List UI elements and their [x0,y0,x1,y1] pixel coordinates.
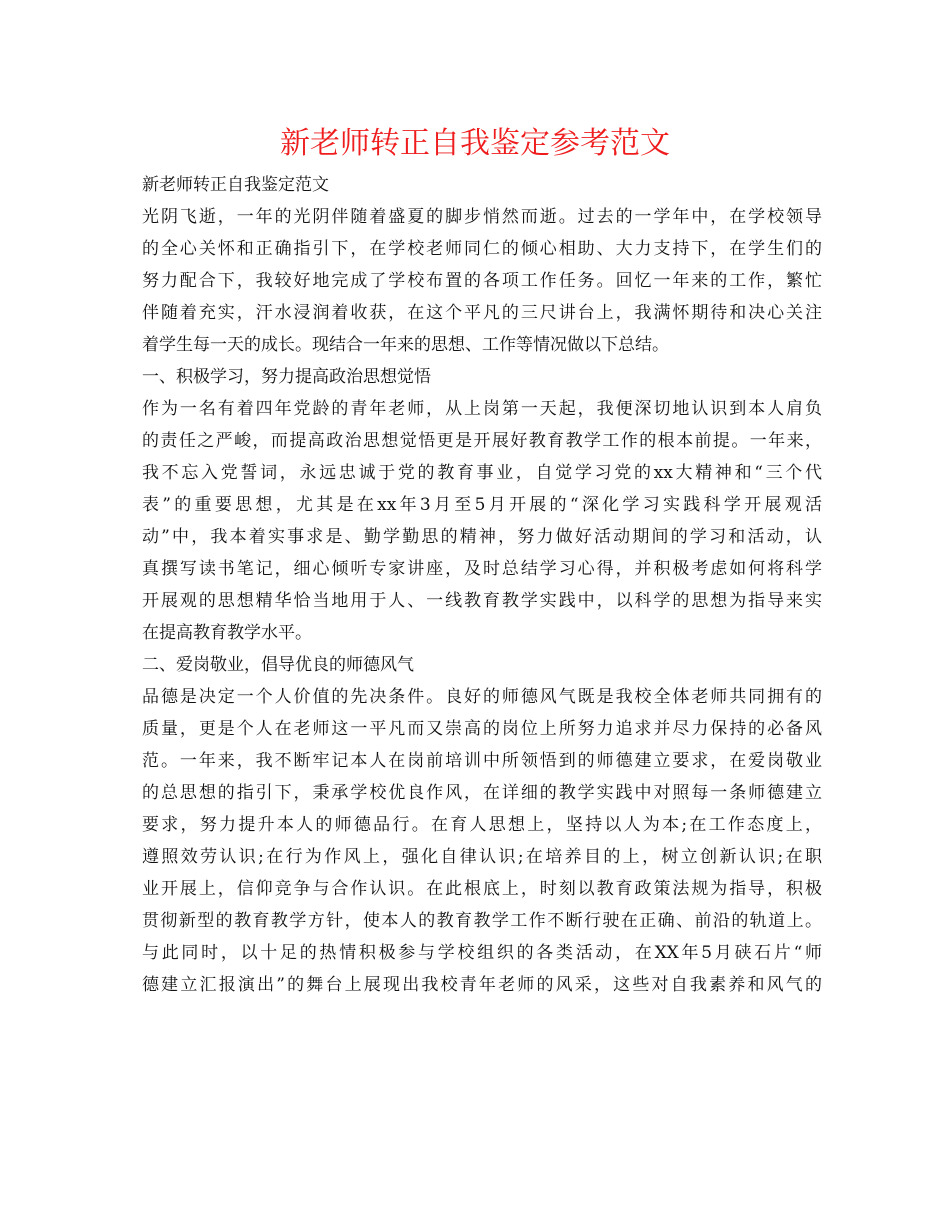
text-line: 的全心关怀和正确指引下，在学校老师同仁的倾心相助、大力支持下，在学生们的 [142,239,822,259]
document-title: 新老师转正自我鉴定参考范文 [280,126,670,161]
text-line: 新老师转正自我鉴定范文 [142,175,329,195]
document-body [142,169,822,1001]
text-line: 质量，更是个人在老师这一平凡而又崇高的岗位上所努力追求并尽力保持的必备风 [142,719,822,739]
text-line: 动”中，我本着实事求是、勤学勤思的精神，努力做好活动期间的学习和活动，认 [142,527,822,547]
text-line: 贯彻新型的教育教学方针，使本人的教育教学工作不断行驶在正确、前沿的轨道上。 [142,911,822,931]
text-line: 范。一年来，我不断牢记本人在岗前培训中所领悟到的师德建立要求，在爱岗敬业 [142,751,822,771]
text-line: 光阴飞逝，一年的光阴伴随着盛夏的脚步悄然而逝。过去的一学年中，在学校领导 [142,207,822,227]
text-line: 与此同时，以十足的热情积极参与学校组织的各类活动，在XX年5月硖石片“师 [142,943,822,963]
text-line: 我不忘入党誓词，永远忠诚于党的教育事业，自觉学习党的xx大精神和“三个代 [142,463,822,483]
text-line: 着学生每一天的成长。现结合一年来的思想、工作等情况做以下总结。 [142,335,669,355]
text-line: 要求，努力提升本人的师德品行。在育人思想上，坚持以人为本;在工作态度上， [142,815,822,835]
text-line: 开展观的思想精华恰当地用于人、一线教育教学实践中，以科学的思想为指导来实 [142,591,822,611]
text-line: 一、积极学习，努力提高政治思想觉悟 [142,367,431,387]
text-line: 遵照效劳认识;在行为作风上，强化自律认识;在培养目的上，树立创新认识;在职 [142,847,822,867]
text-line: 在提高教育教学水平。 [142,623,312,643]
text-line: 业开展上，信仰竞争与合作认识。在此根底上，时刻以教育政策法规为指导，积极 [142,879,822,899]
text-line: 表”的重要思想，尤其是在xx年3月至5月开展的“深化学习实践科学开展观活 [142,495,822,515]
text-line: 二、爱岗敬业，倡导优良的师德风气 [142,655,414,675]
text-line: 伴随着充实，汗水浸润着收获，在这个平凡的三尺讲台上，我满怀期待和决心关注 [142,303,822,323]
text-line: 德建立汇报演出”的舞台上展现出我校青年老师的风采，这些对自我素养和风气的 [142,975,822,995]
text-line: 的责任之严峻，而提高政治思想觉悟更是开展好教育教学工作的根本前提。一年来， [142,431,822,451]
text-line: 真撰写读书笔记，细心倾听专家讲座，及时总结学习心得，并积极考虑如何将科学 [142,559,822,579]
text-line: 品德是决定一个人价值的先决条件。良好的师德风气既是我校全体老师共同拥有的 [142,687,822,707]
text-line: 作为一名有着四年党龄的青年老师，从上岗第一天起，我便深切地认识到本人肩负 [142,399,822,419]
text-line: 的总思想的指引下，秉承学校优良作风，在详细的教学实践中对照每一条师德建立 [142,783,822,803]
text-line: 努力配合下，我较好地完成了学校布置的各项工作任务。回忆一年来的工作，繁忙 [142,271,822,291]
